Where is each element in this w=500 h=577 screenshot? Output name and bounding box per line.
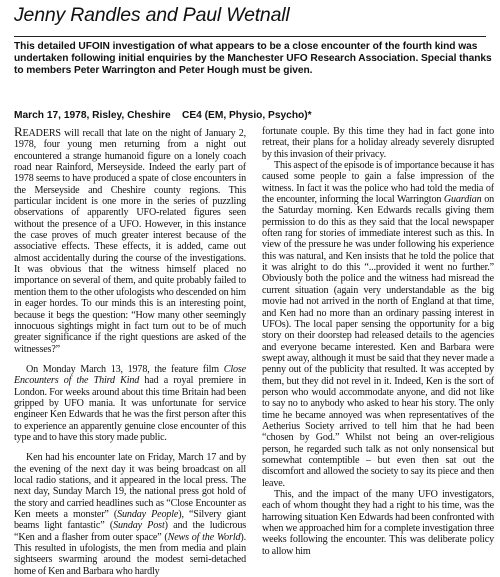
- film-title: Close Encounters of the Third Kind: [14, 363, 246, 387]
- paragraph: This, and the impact of the many UFO investigators, each of whom thought they had a right to his time, was the harrowing situation Ken Edwards had been confronted with when we approached him for a complete investigation three weeks following the encounter. This was deliberate policy to allow him: [262, 489, 494, 557]
- source-citation: News of the World: [167, 531, 241, 543]
- body-column-right: [262, 126, 494, 557]
- newspaper-name: Guardian: [443, 194, 482, 206]
- body-column-left: [14, 126, 246, 577]
- paragraph: READERS will recall that late on the night of January 2, 1978, four young men returning from a night out encountered a strange humanoid figure on a lonely coach road near Rainford, Merseyside. Indeed the early part of 1978 seems to have produced a spate of close encounters in the Merseyside and Cheshire county regions. This particular incident is one more in the series of puzzling observations of apparently UFO-related figures seen without the presence of a UFO. However, in this instance the case proves of much greater interest because of the associative effects. These effects, it is added, came out almost accidentally during the course of the investigations. It was obvious that the witness himself placed no importance on several of them, and quite probably failed to mention them to the other ufologists who descended on him in eager hordes. To our minds this is an interesting point, because it begs the question: “How many other seemingly innocuous sightings might in fact turn out to be of much greater significance if the right questions are asked of the witnesses?”: [14, 124, 246, 355]
- source-citation: Sunday Post: [113, 520, 165, 532]
- paragraph: This aspect of the episode is of importance because it has caused some people to gain a false impression of the witness. In fact it was the police who had told the media of the encounter, informing the local Warrington Guardian on the Saturday morning. Ken Edwards recalls giving them permission to do this as they said that the local newspaper often rang for stories of immediate interest such as this. In view of the pressure he was under following his experience this was natural, and Ken insists that he told the police that it was alright to do this “...provided it went no further.” Obviously both the police and the witness had misread the current situation (again very understandable as the big movie had not arrived in the north of England at that time, and Ken had no more than an ordinary passing interest in UFOs). The local paper sensing the opportunity for a big story on their doorstep had released details to the agencies and everyone became interested. Ken and Barbara were swept away, although it must be said that they never made a penny out of the publicity that resulted. It was accepted by them, but they did not revel in it. Indeed, Ken is the sort of person who would accommodate anyone, and did not like to say no to anybody who asked to hear his story. The only time he became annoyed was when representatives of the Aetherius Society arrived to tell him that he had been “chosen by God.” Whilst not being an over-religious person, he regarded such talk as not only nonsensical but somewhat contemptible – but even then sat out the discomfort and allowed the society to say its piece and then leave.: [262, 160, 494, 489]
- drop-cap: R: [14, 124, 23, 139]
- case-reference-line: [14, 110, 492, 122]
- paragraph: Ken had his encounter late on Friday, March 17 and by the evening of the next day it was being broadcast on all local radio stations, and it appeared in the local press. The next day, Sunday March 19, the national press got hold of the story and carried headlines such as “Close Encounter as Ken meets a monster” (Sunday People), “Silvery giant beams light fantastic” (Sunday Post) and the ludicrous “Ken and a flasher from outer space” (News of the World). This resulted in ufologists, the men from media and plain sightseers swarming around the modest semi-detached home of Ken and Barbara who hardly: [14, 452, 247, 577]
- case-date-location: March 17, 1978, Risley, Cheshire: [14, 110, 171, 121]
- source-citation: Sunday People: [117, 509, 179, 520]
- header-rule: [14, 36, 486, 37]
- article-intro: This detailed UFOIN investigation of what appears to be a close encounter of the fourth kind was undertaken following initial enquiries by the Manchester UFO Research Association. Special thanks to members Peter Warrington and Peter Hough must be given.: [14, 41, 492, 76]
- paragraph: On Monday March 13, 1978, the feature film Close Encounters of the Third Kind had a royal premiere in London. For weeks around about this time Britain had been gripped by UFO mania. It was unfortunate for service engineer Ken Edwards that he was the first person after this to experience an apparently genuine close encounter of this type and to have this story made public.: [14, 363, 247, 443]
- paragraph: fortunate couple. By this time they had in fact gone into retreat, their plans for a holiday already severely disrupted by this invasion of their privacy.: [262, 126, 494, 160]
- article-authors: Jenny Randles and Paul Wetnall: [14, 4, 290, 26]
- case-classification: CE4 (EM, Physio, Psycho)*: [182, 110, 312, 121]
